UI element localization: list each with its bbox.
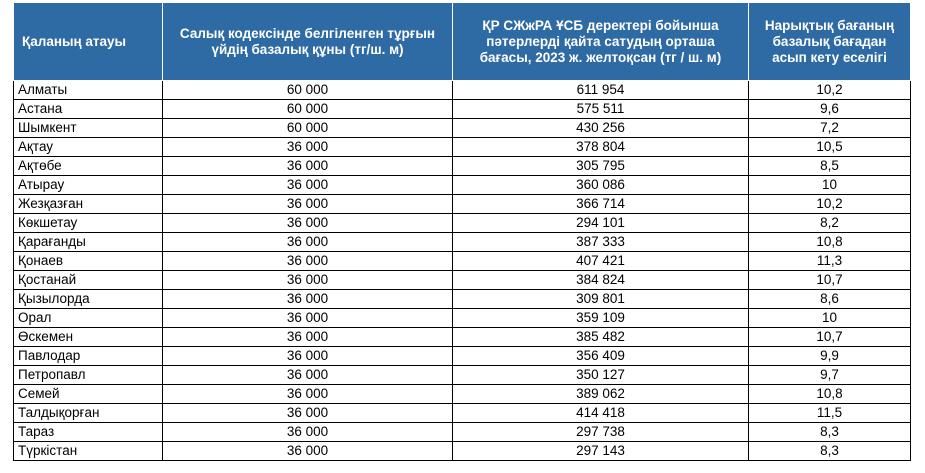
cell-ratio: 9,9 xyxy=(749,347,911,366)
table-row xyxy=(14,347,911,366)
table-row xyxy=(14,138,911,157)
cell-city: Қонаев xyxy=(14,252,163,271)
cell-market-price: 294 101 xyxy=(453,214,749,233)
cell-market-price: 297 143 xyxy=(453,442,749,461)
cell-ratio: 9,7 xyxy=(749,366,911,385)
cell-market-price: 360 086 xyxy=(453,176,749,195)
cell-base-price: 36 000 xyxy=(163,366,453,385)
cell-city: Тараз xyxy=(14,423,163,442)
cell-ratio: 10 xyxy=(749,309,911,328)
header-city: Қаланың атауы xyxy=(14,3,163,81)
table-row xyxy=(14,385,911,404)
cell-city: Шымкент xyxy=(14,119,163,138)
cell-city: Қостанай xyxy=(14,271,163,290)
cell-base-price: 36 000 xyxy=(163,252,453,271)
table-row xyxy=(14,423,911,442)
cell-city: Атырау xyxy=(14,176,163,195)
cell-market-price: 384 824 xyxy=(453,271,749,290)
cell-market-price: 309 801 xyxy=(453,290,749,309)
cell-base-price: 36 000 xyxy=(163,233,453,252)
cell-city: Көкшетау xyxy=(14,214,163,233)
cell-market-price: 414 418 xyxy=(453,404,749,423)
table-row xyxy=(14,252,911,271)
cell-city: Жезқазған xyxy=(14,195,163,214)
table-row xyxy=(14,100,911,119)
table-row xyxy=(14,309,911,328)
cell-ratio: 10,7 xyxy=(749,271,911,290)
cell-base-price: 36 000 xyxy=(163,328,453,347)
cell-market-price: 378 804 xyxy=(453,138,749,157)
cell-city: Ақтау xyxy=(14,138,163,157)
header-base-price: Салық кодексінде белгіленген тұрғын үйдің базалық құны (тг/ш. м) xyxy=(163,3,453,81)
cell-base-price: 36 000 xyxy=(163,385,453,404)
cell-city: Петропавл xyxy=(14,366,163,385)
cell-market-price: 305 795 xyxy=(453,157,749,176)
cell-market-price: 356 409 xyxy=(453,347,749,366)
table-row xyxy=(14,176,911,195)
cell-base-price: 36 000 xyxy=(163,214,453,233)
cell-market-price: 389 062 xyxy=(453,385,749,404)
cell-ratio: 10,5 xyxy=(749,138,911,157)
cell-base-price: 36 000 xyxy=(163,195,453,214)
cell-ratio: 8,3 xyxy=(749,442,911,461)
cell-city: Алматы xyxy=(14,81,163,100)
table-row xyxy=(14,214,911,233)
cell-base-price: 36 000 xyxy=(163,138,453,157)
price-table-container xyxy=(13,2,910,461)
cell-ratio: 10,7 xyxy=(749,328,911,347)
table-row xyxy=(14,233,911,252)
price-table xyxy=(13,2,911,461)
cell-city: Талдықорған xyxy=(14,404,163,423)
cell-base-price: 60 000 xyxy=(163,81,453,100)
cell-base-price: 36 000 xyxy=(163,309,453,328)
cell-city: Орал xyxy=(14,309,163,328)
table-row xyxy=(14,366,911,385)
cell-base-price: 36 000 xyxy=(163,347,453,366)
cell-ratio: 8,3 xyxy=(749,423,911,442)
cell-base-price: 60 000 xyxy=(163,100,453,119)
table-row xyxy=(14,271,911,290)
cell-ratio: 10 xyxy=(749,176,911,195)
table-row xyxy=(14,328,911,347)
cell-market-price: 366 714 xyxy=(453,195,749,214)
cell-market-price: 387 333 xyxy=(453,233,749,252)
table-body xyxy=(14,81,911,461)
cell-city: Ақтөбе xyxy=(14,157,163,176)
cell-ratio: 11,5 xyxy=(749,404,911,423)
table-row xyxy=(14,81,911,100)
header-market-price: ҚР СЖжРА ҰСБ деректері бойынша пәтерлерді қайта сатудың орташа бағасы, 2023 ж. желтоқсан (тг / ш. м) xyxy=(453,3,749,81)
cell-market-price: 575 511 xyxy=(453,100,749,119)
table-row xyxy=(14,404,911,423)
cell-ratio: 8,5 xyxy=(749,157,911,176)
cell-market-price: 430 256 xyxy=(453,119,749,138)
table-row xyxy=(14,195,911,214)
cell-market-price: 297 738 xyxy=(453,423,749,442)
cell-base-price: 36 000 xyxy=(163,423,453,442)
cell-base-price: 36 000 xyxy=(163,271,453,290)
cell-ratio: 7,2 xyxy=(749,119,911,138)
cell-ratio: 10,8 xyxy=(749,385,911,404)
cell-base-price: 36 000 xyxy=(163,442,453,461)
table-header xyxy=(14,3,911,81)
cell-ratio: 10,2 xyxy=(749,81,911,100)
cell-market-price: 385 482 xyxy=(453,328,749,347)
cell-market-price: 611 954 xyxy=(453,81,749,100)
cell-market-price: 407 421 xyxy=(453,252,749,271)
cell-base-price: 60 000 xyxy=(163,119,453,138)
cell-ratio: 8,6 xyxy=(749,290,911,309)
cell-ratio: 10,8 xyxy=(749,233,911,252)
cell-base-price: 36 000 xyxy=(163,157,453,176)
header-ratio: Нарықтық бағаның базалық бағадан асып кету еселігі xyxy=(749,3,911,81)
cell-ratio: 11,3 xyxy=(749,252,911,271)
cell-ratio: 10,2 xyxy=(749,195,911,214)
cell-city: Астана xyxy=(14,100,163,119)
cell-base-price: 36 000 xyxy=(163,290,453,309)
table-row xyxy=(14,119,911,138)
table-header-row xyxy=(14,3,911,81)
table-row xyxy=(14,442,911,461)
table-row xyxy=(14,290,911,309)
cell-market-price: 350 127 xyxy=(453,366,749,385)
cell-city: Қарағанды xyxy=(14,233,163,252)
cell-ratio: 9,6 xyxy=(749,100,911,119)
cell-market-price: 359 109 xyxy=(453,309,749,328)
cell-city: Қызылорда xyxy=(14,290,163,309)
cell-city: Түркістан xyxy=(14,442,163,461)
cell-base-price: 36 000 xyxy=(163,404,453,423)
cell-ratio: 8,2 xyxy=(749,214,911,233)
table-row xyxy=(14,157,911,176)
cell-base-price: 36 000 xyxy=(163,176,453,195)
cell-city: Семей xyxy=(14,385,163,404)
cell-city: Павлодар xyxy=(14,347,163,366)
cell-city: Өскемен xyxy=(14,328,163,347)
